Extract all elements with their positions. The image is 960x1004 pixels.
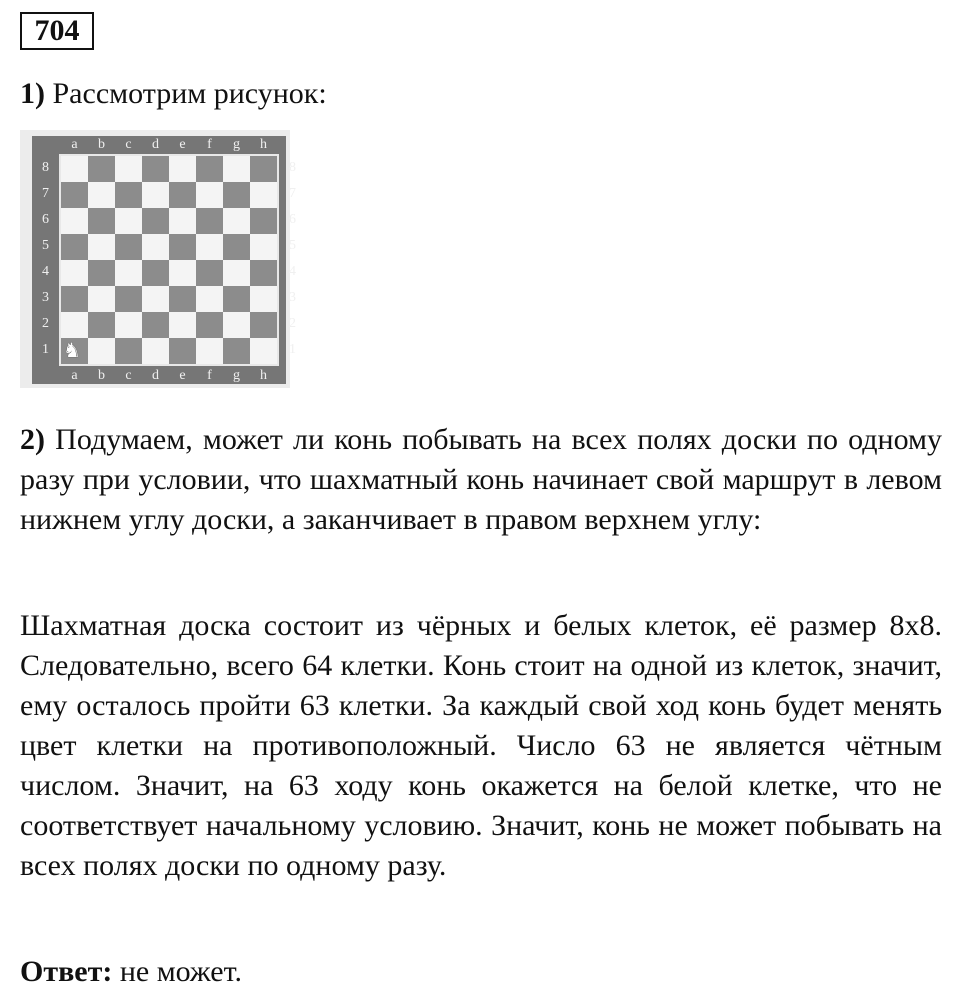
chessboard-figure xyxy=(20,130,296,388)
answer-label: Ответ: xyxy=(20,955,113,988)
square-h5 xyxy=(250,234,277,260)
square-c7 xyxy=(115,182,142,208)
section-1-number: 1) xyxy=(20,77,45,110)
file-label-top-a: a xyxy=(71,137,78,152)
square-e1 xyxy=(169,338,196,364)
square-e2 xyxy=(169,312,196,338)
square-b6 xyxy=(88,208,115,234)
rank-label-right-2: 2 xyxy=(289,316,296,331)
square-c6 xyxy=(115,208,142,234)
explanation-paragraph: Шахматная доска состоит из чёрных и белых клеток, её размер 8х8. Следовательно, всего 64 клетки. Конь стоит на одной из клеток, значит, ему осталось пройти 63 клетки. За каждый свой ход конь будет менять цвет клетки на противоположный. Число 63 не является чётным числом. Значит, на 63 ходу конь окажется на белой клетке, что не соответствует начальному условию. Значит, конь не может побывать на всех полях доски по одному разу. xyxy=(20,609,942,882)
rank-label-left-1: 1 xyxy=(42,342,49,357)
square-b5 xyxy=(88,234,115,260)
file-label-bottom-d: d xyxy=(152,368,159,383)
section-1 xyxy=(20,74,942,114)
square-a1 xyxy=(61,338,88,364)
rank-label-right-7: 7 xyxy=(289,186,296,201)
square-d8 xyxy=(142,156,169,182)
square-f4 xyxy=(196,260,223,286)
file-label-bottom-h: h xyxy=(260,368,267,383)
square-d1 xyxy=(142,338,169,364)
square-h7 xyxy=(250,182,277,208)
answer xyxy=(20,952,942,992)
rank-label-right-3: 3 xyxy=(289,290,296,305)
rank-label-right-5: 5 xyxy=(289,238,296,253)
knight-icon: ♞ xyxy=(63,340,81,362)
square-d6 xyxy=(142,208,169,234)
file-label-top-f: f xyxy=(207,137,212,152)
square-c2 xyxy=(115,312,142,338)
square-f3 xyxy=(196,286,223,312)
rank-label-right-4: 4 xyxy=(289,264,296,279)
file-label-top-e: e xyxy=(179,137,186,152)
file-label-bottom-c: c xyxy=(125,368,132,383)
file-label-top-c: c xyxy=(125,137,132,152)
task-number: 704 xyxy=(20,12,94,50)
section-2-text: Подумаем, может ли конь побывать на всех полях доски по одному разу при условии, что шахматный конь начинает свой маршрут в левом нижнем углу доски, а заканчивает в правом верхнем углу: xyxy=(20,423,943,536)
chessboard xyxy=(59,154,279,366)
square-c3 xyxy=(115,286,142,312)
square-c4 xyxy=(115,260,142,286)
square-a4 xyxy=(61,260,88,286)
square-f2 xyxy=(196,312,223,338)
square-e6 xyxy=(169,208,196,234)
square-f6 xyxy=(196,208,223,234)
square-e8 xyxy=(169,156,196,182)
square-e7 xyxy=(169,182,196,208)
rank-label-left-2: 2 xyxy=(42,316,49,331)
file-label-bottom-b: b xyxy=(98,368,105,383)
square-e4 xyxy=(169,260,196,286)
rank-label-left-5: 5 xyxy=(42,238,49,253)
square-d4 xyxy=(142,260,169,286)
file-label-top-h: h xyxy=(260,137,267,152)
square-a7 xyxy=(61,182,88,208)
section-1-text: Рассмотрим рисунок: xyxy=(52,77,327,110)
square-b2 xyxy=(88,312,115,338)
square-a6 xyxy=(61,208,88,234)
square-g6 xyxy=(223,208,250,234)
square-f7 xyxy=(196,182,223,208)
square-h1 xyxy=(250,338,277,364)
file-label-top-b: b xyxy=(98,137,105,152)
square-c1 xyxy=(115,338,142,364)
square-b1 xyxy=(88,338,115,364)
square-h3 xyxy=(250,286,277,312)
rank-label-left-8: 8 xyxy=(42,160,49,175)
file-label-bottom-e: e xyxy=(179,368,186,383)
square-h6 xyxy=(250,208,277,234)
square-c5 xyxy=(115,234,142,260)
file-label-bottom-f: f xyxy=(207,368,212,383)
square-e5 xyxy=(169,234,196,260)
square-g3 xyxy=(223,286,250,312)
rank-label-left-6: 6 xyxy=(42,212,49,227)
rank-label-left-7: 7 xyxy=(42,186,49,201)
square-g8 xyxy=(223,156,250,182)
square-b3 xyxy=(88,286,115,312)
rank-label-right-8: 8 xyxy=(289,160,296,175)
square-b8 xyxy=(88,156,115,182)
square-a8 xyxy=(61,156,88,182)
square-a2 xyxy=(61,312,88,338)
section-2-number: 2) xyxy=(20,423,45,456)
chessboard-border xyxy=(32,136,296,384)
square-a5 xyxy=(61,234,88,260)
square-d3 xyxy=(142,286,169,312)
file-label-bottom-a: a xyxy=(71,368,78,383)
square-g7 xyxy=(223,182,250,208)
square-e3 xyxy=(169,286,196,312)
file-label-top-g: g xyxy=(233,137,240,152)
square-d7 xyxy=(142,182,169,208)
square-d2 xyxy=(142,312,169,338)
square-f1 xyxy=(196,338,223,364)
square-g1 xyxy=(223,338,250,364)
square-d5 xyxy=(142,234,169,260)
square-g4 xyxy=(223,260,250,286)
square-h2 xyxy=(250,312,277,338)
square-g5 xyxy=(223,234,250,260)
square-f8 xyxy=(196,156,223,182)
rank-label-left-3: 3 xyxy=(42,290,49,305)
square-h8 xyxy=(250,156,277,182)
square-b4 xyxy=(88,260,115,286)
file-label-top-d: d xyxy=(152,137,159,152)
square-f5 xyxy=(196,234,223,260)
answer-text: не может. xyxy=(119,955,242,988)
file-label-bottom-g: g xyxy=(233,368,240,383)
rank-label-right-6: 6 xyxy=(289,212,296,227)
square-b7 xyxy=(88,182,115,208)
rank-label-left-4: 4 xyxy=(42,264,49,279)
square-a3 xyxy=(61,286,88,312)
rank-label-right-1: 1 xyxy=(289,342,296,357)
square-h4 xyxy=(250,260,277,286)
section-2 xyxy=(20,420,942,540)
square-c8 xyxy=(115,156,142,182)
square-g2 xyxy=(223,312,250,338)
